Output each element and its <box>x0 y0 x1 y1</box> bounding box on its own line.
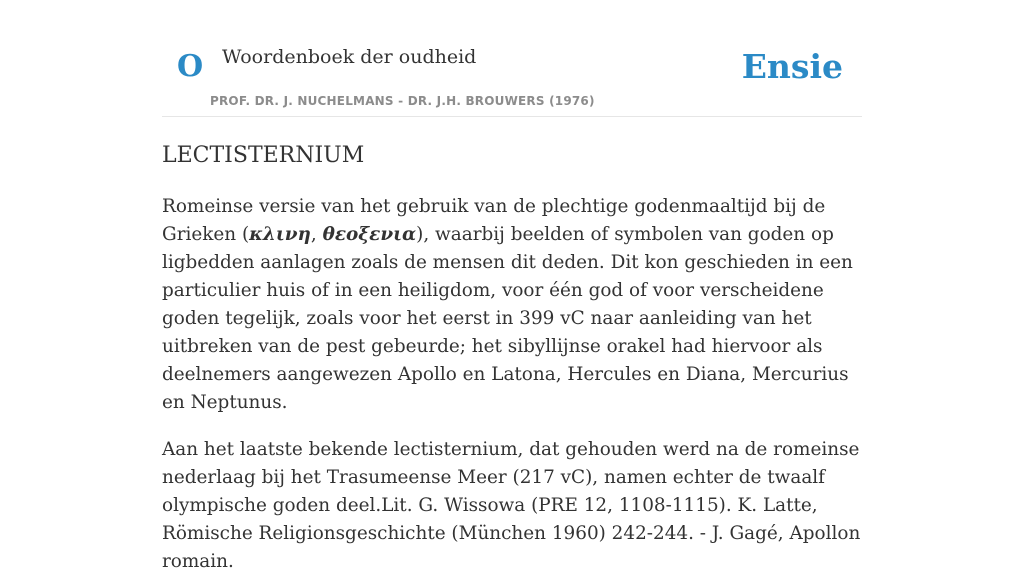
greek-term-kline: κλινη <box>249 224 311 246</box>
paragraph-text: , <box>310 224 323 246</box>
index-letter-link[interactable]: O <box>177 49 204 84</box>
page-container <box>162 0 862 576</box>
book-title-link[interactable]: Woordenboek der oudheid <box>222 46 477 68</box>
book-authors: PROF. DR. J. NUCHELMANS - DR. J.H. BROUWERS (1976) <box>210 94 595 108</box>
paragraph-text: ), waarbij beelden of symbolen van goden op ligbedden aanlagen zoals de mensen dit deden. Dit kon geschieden in een particulier huis of in een heiligdom, voor één god of voor verscheidene goden tegelijk, zoals voor het eerst in 399 vC naar aanleiding van het uitbreken van de pest gebeurde; het sibyllijnse orakel had hiervoor als deelnemers aangewezen Apollo en Latona, Hercules en Diana, Mercurius en Neptunus. <box>162 224 853 414</box>
entry-paragraph-2: Aan het laatste bekende lectisternium, dat gehouden werd na de romeinse nederlaag bij het Trasumeense Meer (217 vC), namen echter de twaalf olympische goden deel.Lit. G. Wissowa (PRE 12, 1108-1115). K. Latte, Römische Religionsgeschichte (München 1960) 242-244. - J. Gagé, Apollon romain. <box>162 439 861 573</box>
entry-headword: LECTISTERNIUM <box>162 143 365 168</box>
greek-term-theoxenia: θεοξενια <box>322 224 417 246</box>
paragraph-text: Romeinse versie van het gebruik van de plechtige godenmaaltijd bij de Grieken ( <box>162 196 826 246</box>
entry-paragraph-1 <box>162 193 862 417</box>
book-header <box>162 0 862 117</box>
ensie-logo[interactable]: Ensie <box>741 47 843 86</box>
